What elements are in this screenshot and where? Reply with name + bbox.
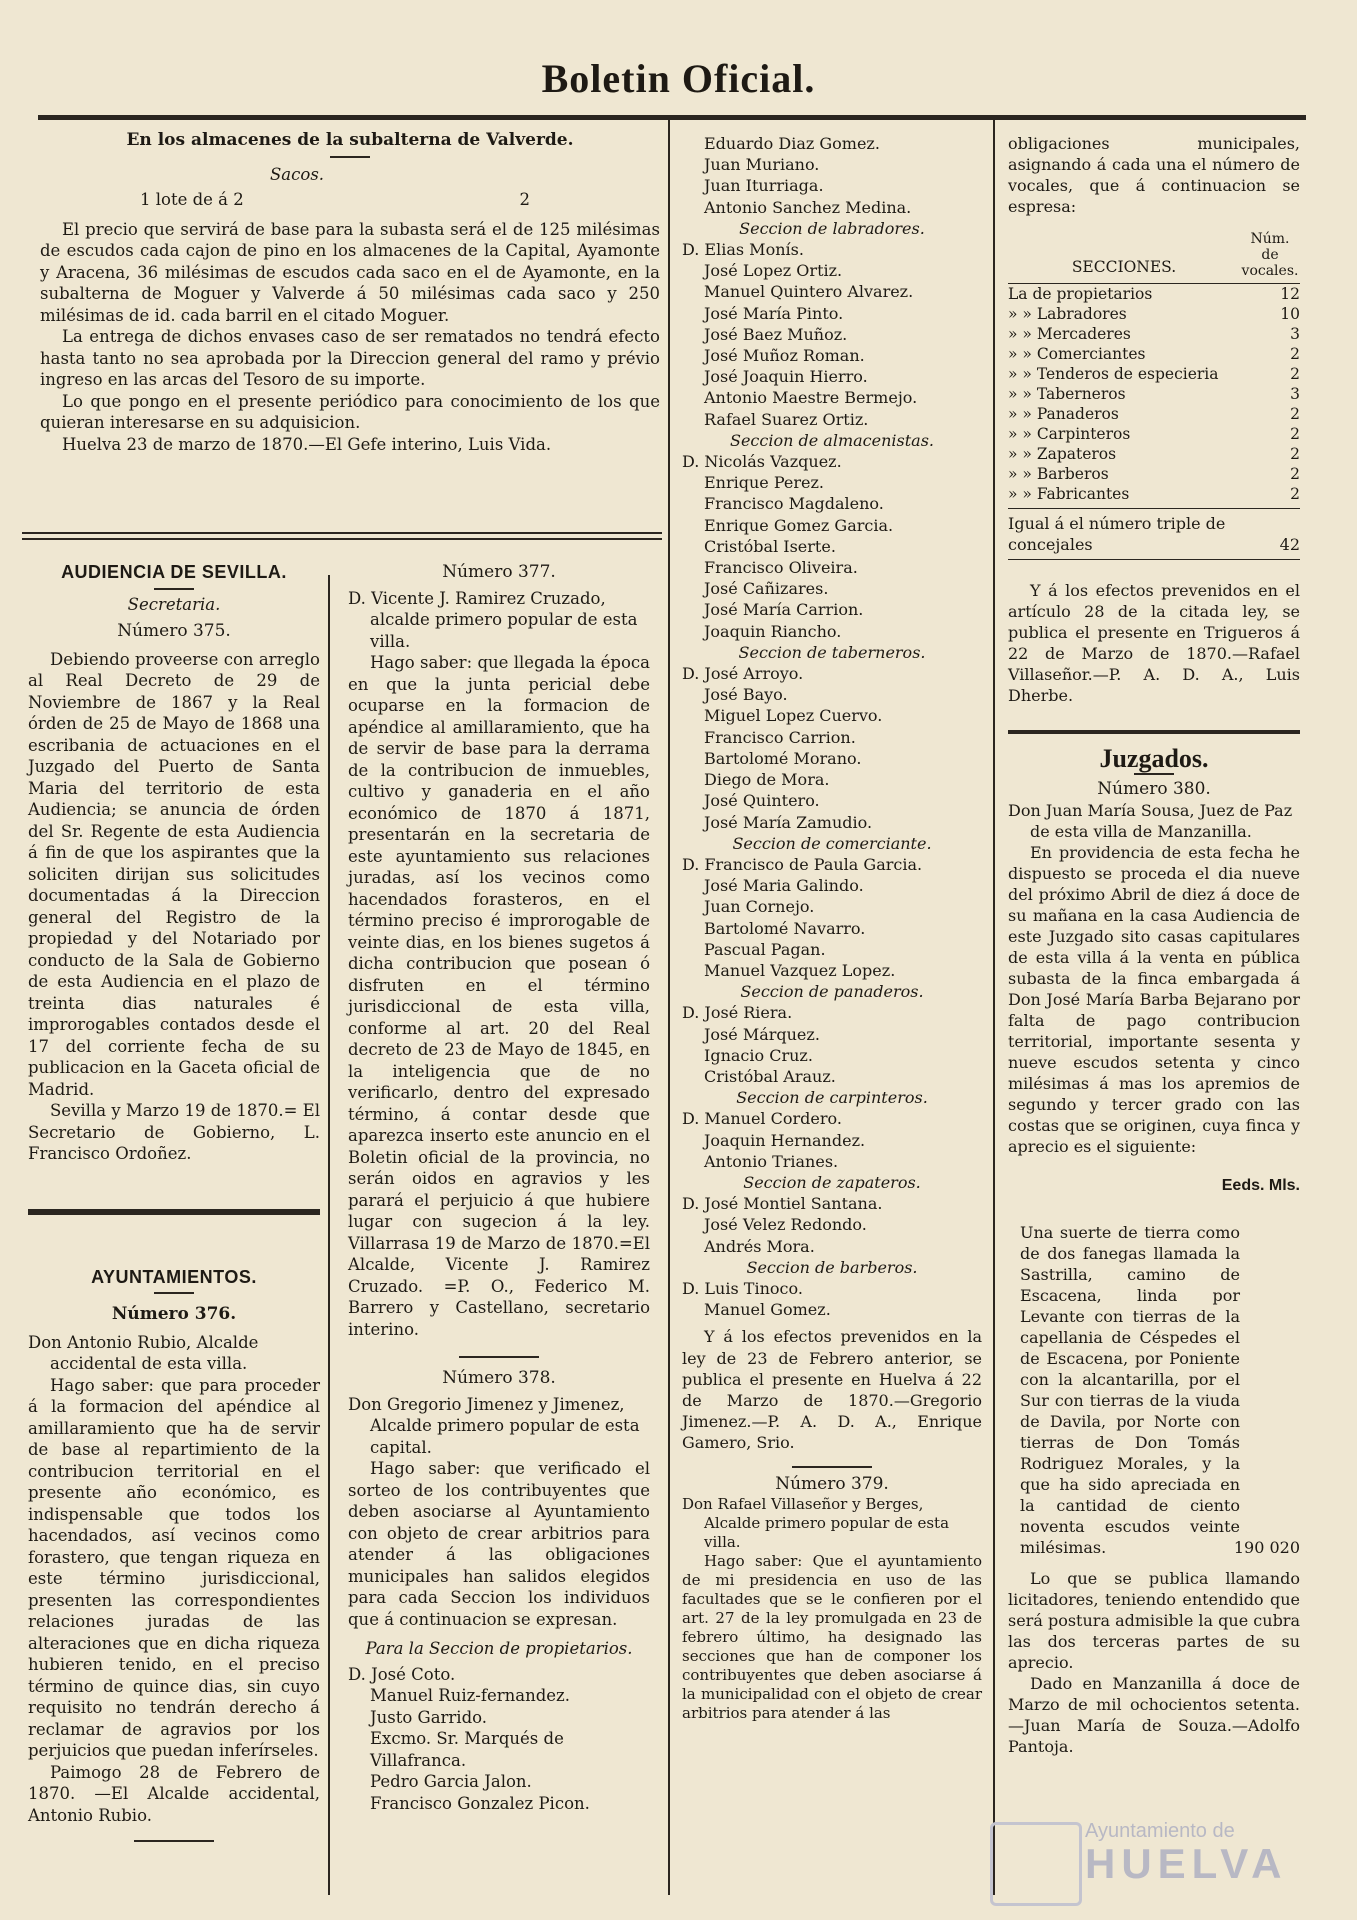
row-label: » » Barberos [1008, 465, 1109, 483]
divider [22, 538, 662, 540]
notice-heading: En los almacenes de la subalterna de Valverde. [126, 130, 574, 150]
table-row [1008, 484, 1300, 504]
table-head-sections: SECCIONES. [1071, 258, 1177, 276]
sacos-label: Sacos. [270, 164, 325, 184]
section-title: Seccion de comerciante. [732, 833, 932, 853]
name-item: Juan Cornejo. [704, 897, 815, 917]
name-item: Rafael Suarez Ortiz. [704, 409, 869, 429]
name-item: D. Elias Monís. [682, 240, 804, 260]
total-value: 42 [1279, 535, 1300, 554]
name-item: Antonio Sanchez Medina. [704, 197, 912, 217]
row-value: 10 [1280, 305, 1300, 323]
n378-names [348, 1664, 650, 1815]
n378-closing: Y á los efectos prevenidos en la ley de 23 de Febrero anterior, se publica el presente en Huelva á 22 de Marzo de 1870.—Gregorio Jimenez.—P. A. D. A., Enrique Gamero, Srio. [682, 1327, 982, 1453]
name-item: Cristóbal Iserte. [704, 536, 836, 556]
name-item: Francisco Oliveira. [704, 558, 858, 578]
notice-p3: Lo que pongo en el presente periódico para conocimiento de los que quieran interesarse en su adquisicion. [40, 391, 660, 432]
name-item: José Bayo. [704, 685, 788, 705]
row-label: » » Zapateros [1008, 445, 1117, 463]
name-item: José Muñoz Roman. [704, 346, 865, 366]
top-names [682, 133, 982, 218]
name-item: D. José Coto. [348, 1664, 456, 1684]
name-item: Manuel Ruiz-fernandez. [370, 1686, 570, 1705]
column-3 [682, 133, 982, 1723]
audiencia-body: Debiendo proveerse con arreglo al Real Decreto de 29 de Noviembre de 1867 y la Real órden de 25 de Mayo de 1868 una escribania de actuaciones en el Juzgado del Puerto de Santa Maria del territorio de esta Audiencia; se anuncia de órden del Sr. Regente de esta Audiencia á fin de que los aspirantes que la soliciten dirijan sus solicitudes documentadas á la Direccion general del Registro de la propiedad y del Notariado por conducto de la Sala de Gobierno de esta Audiencia en el plazo de treinta dias naturales é improrogables contados desde el 17 del corriente fecha de su publicacion en la Gaceta oficial de Madrid. [28, 649, 320, 1099]
money-head: Eeds. Mls. [1221, 1177, 1300, 1194]
name-item: Ignacio Cruz. [704, 1045, 813, 1065]
row-label: La de propietarios [1008, 285, 1153, 303]
name-item: Manuel Gomez. [704, 1300, 831, 1320]
row-value: 3 [1290, 385, 1300, 403]
name-item: Miguel Lopez Cuervo. [704, 706, 883, 726]
notice-p2: La entrega de dichos envases caso de ser rematados no tendrá efecto hasta tanto no sea aprobada por la Direccion general del ramo y prévio ingreso en las arcas del Tesoro de su importe. [40, 327, 660, 389]
name-item: Francisco Magdaleno. [704, 494, 884, 514]
total-label: Igual á el número triple de concejales [1008, 514, 1226, 554]
section-title: Seccion de zapateros. [743, 1172, 921, 1192]
name-item: Excmo. Sr. Marqués de Villafranca. [370, 1729, 564, 1770]
n379-cont: obligaciones municipales, asignando á cada una el número de vocales, que á continuacion se espresa: [1008, 134, 1300, 216]
name-item: Francisco Gonzalez Picon. [370, 1793, 590, 1813]
n380-number: Número 380. [1097, 779, 1211, 799]
n377-number: Número 377. [442, 562, 556, 582]
row-value: 3 [1290, 325, 1300, 343]
name-item: Eduardo Diaz Gomez. [704, 134, 880, 153]
n379-closing: Y á los efectos prevenidos en el artículo 28 de la citada ley, se publica el presente en Trigueros á 22 de Marzo de 1870.—Rafael Villaseñor.—P. A. D. A., Luis Dherbe. [1008, 581, 1300, 705]
name-item: Cristóbal Arauz. [704, 1066, 836, 1086]
name-item: Manuel Quintero Alvarez. [704, 282, 914, 302]
n380-intro: Don Juan María Sousa, Juez de Paz de esta villa de Manzanilla. [1008, 801, 1293, 841]
row-label: » » Labradores [1008, 305, 1127, 323]
watermark-line1: Ayuntamiento de [1085, 1820, 1235, 1842]
table-head-num: Núm. de vocales. [1241, 231, 1299, 279]
name-item: D. José Riera. [682, 1003, 793, 1023]
section-title: Seccion de taberneros. [738, 642, 926, 662]
section-title: Seccion de panaderos. [740, 982, 924, 1002]
juzgados-heading: Juzgados. [1099, 744, 1209, 773]
table-row [1008, 324, 1300, 344]
row-label: » » Carpinteros [1008, 425, 1131, 443]
name-item: Joaquin Riancho. [704, 621, 842, 641]
name-item: Bartolomé Morano. [704, 748, 862, 768]
section-title: Seccion de barberos. [746, 1257, 918, 1277]
name-item: José Velez Redondo. [704, 1215, 867, 1235]
column-divider [993, 120, 995, 1895]
lot-line: 1 lote de á 2 [140, 190, 244, 209]
audiencia-number: Número 375. [117, 621, 231, 641]
n378-intro: Don Gregorio Jimenez y Jimenez, Alcalde primero popular de esta capital. [348, 1394, 640, 1457]
row-value: 2 [1290, 485, 1300, 503]
row-label: » » Comerciantes [1008, 345, 1146, 363]
ayuntamientos-heading: AYUNTAMIENTOS. [91, 1266, 257, 1287]
table-row [1008, 404, 1300, 424]
notice-p4: Huelva 23 de marzo de 1870.—El Gefe interino, Luis Vida. [62, 434, 552, 454]
name-item: José Quintero. [704, 791, 820, 811]
name-item: Enrique Gomez Garcia. [704, 515, 894, 535]
table-row [1008, 424, 1300, 444]
name-item: Antonio Maestre Bermejo. [704, 388, 918, 408]
table-row [1008, 304, 1300, 324]
section-title: Seccion de carpinteros. [736, 1088, 928, 1108]
row-label: » » Fabricantes [1008, 485, 1130, 503]
ayunt-intro: Don Antonio Rubio, Alcalde accidental de esta villa. [28, 1332, 259, 1373]
table-row [1008, 384, 1300, 404]
name-item: Joaquin Hernandez. [704, 1130, 866, 1150]
n379-number: Número 379. [775, 1473, 889, 1494]
section-lists [682, 218, 982, 1321]
name-item: José Joaquin Hierro. [704, 367, 868, 387]
name-item: José Lopez Ortiz. [704, 261, 843, 281]
name-item: D. José Arroyo. [682, 664, 804, 684]
section-title: Seccion de almacenistas. [730, 430, 934, 450]
name-item: Pascual Pagan. [704, 939, 826, 959]
ayunt-body: Hago saber: que para proceder á la formacion del apéndice al amillaramiento que ha de servir de base al repartimiento de la contribucion territorial en el presente año económico, es indispensable que todos los hacendados, así vecinos como forastero, que tengan riqueza en este término jurisdiccional, presenten las correspondientes relaciones juradas de las alteraciones que en dicha riqueza hubieren tenido, en el preciso término de quince dias, sin cuyo requisito no tendrán derecho á reclamar de agravios por los perjuicios que puedan inferírseles. [28, 1375, 320, 1760]
row-value: 12 [1280, 285, 1300, 303]
name-item: Enrique Perez. [704, 473, 824, 493]
n379-body: Hago saber: Que el ayuntamiento de mi presidencia en uso de las facultades que se le confieren por el art. 27 de la ley promulgada en 23 de febrero último, ha designado las secciones que han de componer los contribuyentes que deben asociarse á la municipalidad con el objeto de crear arbitrios para atender á las [682, 1551, 982, 1722]
watermark [1085, 1820, 1335, 1900]
n378-section: Para la Seccion de propietarios. [365, 1639, 633, 1658]
column-4 [1008, 133, 1300, 1757]
vocales-table [1008, 227, 1300, 504]
audiencia-sign: Sevilla y Marzo 19 de 1870.= El Secretario de Gobierno, L. Francisco Ordoñez. [28, 1101, 320, 1163]
n377-intro: D. Vicente J. Ramirez Cruzado, alcalde primero popular de esta villa. [348, 588, 638, 651]
ayunt-number: Número 376. [111, 1304, 237, 1324]
n380-p2: Lo que se publica llamando licitadores, teniendo entendido que será postura admisible la que cubra las dos terceras partes de su aprecio. [1008, 1569, 1300, 1672]
name-item: Andrés Mora. [704, 1236, 815, 1256]
divider [22, 532, 662, 534]
header-rule [38, 115, 1306, 120]
name-item: D. Luis Tinoco. [682, 1278, 803, 1298]
name-item: José Márquez. [704, 1024, 820, 1044]
row-value: 2 [1290, 345, 1300, 363]
name-item: Diego de Mora. [704, 770, 830, 790]
column-2 [348, 562, 650, 1814]
table-row [1008, 284, 1300, 305]
name-item: Antonio Trianes. [704, 1151, 839, 1171]
row-label: » » Taberneros [1008, 385, 1126, 403]
row-value: 2 [1290, 365, 1300, 383]
name-item: D. Nicolás Vazquez. [682, 452, 842, 472]
name-item: José Maria Galindo. [704, 876, 864, 896]
row-value: 2 [1290, 425, 1300, 443]
name-item: José María Pinto. [704, 303, 844, 323]
row-label: » » Mercaderes [1008, 325, 1131, 343]
finca-desc: Una suerte de tierra como de dos fanegas llamada la Sastrilla, camino de Escacena, linda por Levante con tierras de la capellania de Céspedes el de Escacena, por Poniente con la alcantarilla, por el Sur con tierras de la viuda de Davila, por Norte con tierras de Don Tomás Rodriguez Morales, y la que ha sido apreciada en la cantidad de ciento noventa escudos veinte milésimas. [1020, 1223, 1240, 1557]
row-value: 2 [1290, 465, 1300, 483]
row-label: » » Tenderos de especieria [1008, 365, 1219, 383]
name-item: José María Zamudio. [704, 812, 873, 832]
name-item: D. José Montiel Santana. [682, 1194, 883, 1214]
name-item: Juan Iturriaga. [704, 176, 824, 196]
column-1 [28, 562, 320, 1850]
newspaper-title: Boletin Oficial. [541, 56, 816, 101]
table-row [1008, 444, 1300, 464]
n378-body: Hago saber: que verificado el sorteo de los contribuyentes que deben asociarse al Ayuntamiento con objeto de crear arbitrios para atender á las obligaciones municipales han salidos elegidos para cada Seccion los individuos que á continuacion se expresan. [348, 1459, 650, 1629]
name-item: D. Manuel Cordero. [682, 1109, 842, 1129]
name-item: José Cañizares. [704, 579, 829, 599]
audiencia-sub: Secretaria. [127, 594, 221, 614]
name-item: José Baez Muñoz. [704, 324, 848, 344]
lot-count: 2 [519, 190, 530, 209]
row-value: 2 [1290, 445, 1300, 463]
table-row [1008, 364, 1300, 384]
name-item: Juan Muriano. [704, 155, 820, 175]
name-item: Pedro Garcia Jalon. [370, 1772, 532, 1791]
table-row [1008, 344, 1300, 364]
name-item: Francisco Carrion. [704, 727, 856, 747]
name-item: Bartolomé Navarro. [704, 918, 866, 938]
notice-top [40, 130, 660, 455]
n380-body: En providencia de esta fecha he dispuesto se proceda el dia nueve del próximo Abril de diez á doce de su mañana en la casa Audiencia de este Juzgado sito casas capitulares de esta villa á la venta en pública subasta de la finca embargada á Don José María Barba Bejarano por falta de pago contribucion territorial, importante sesenta y nueve escudos setenta y cinco milésimas á mas los apremios de segundo y tercer grado con las costas que se originen, cuya finca y aprecio es el siguiente: [1008, 843, 1300, 1156]
column-divider [668, 120, 670, 1895]
table-row [1008, 464, 1300, 484]
finca-value: 190 020 [1233, 1538, 1300, 1557]
name-item: Justo Garrido. [370, 1707, 488, 1727]
watermark-line2: HUELVA [1085, 1840, 1288, 1887]
n380-sign: Dado en Manzanilla á doce de Marzo de mil ochocientos setenta. —Juan María de Souza.—Adolfo Pantoja. [1008, 1674, 1300, 1756]
name-item: José María Carrion. [704, 600, 864, 620]
name-item: D. Francisco de Paula Garcia. [682, 854, 923, 874]
ayunt-sign: Paimogo 28 de Febrero de 1870. —El Alcalde accidental, Antonio Rubio. [28, 1762, 320, 1825]
n378-number: Número 378. [442, 1368, 556, 1388]
column-divider [328, 575, 330, 1895]
audiencia-heading: AUDIENCIA DE SEVILLA. [61, 562, 287, 582]
row-label: » » Panaderos [1008, 405, 1119, 423]
n377-body: Hago saber: que llegada la época en que la junta pericial debe ocuparse en la formacion de apéndice al amillaramiento, que ha de servir de base para la derrama de la contribucion de inmuebles, cultivo y ganaderia en el año económico de 1870 á 1871, presentarán en la secretaria de este ayuntamiento sus relaciones juradas, así los vecinos como hacendados forasteros, en el término preciso é improrogable de veinte dias, en los bienes sugetos á dicha contribucion que posean ó disfruten en el término jurisdiccional de esta villa, conforme al art. 20 del Real decreto de 23 de Mayo de 1845, en la inteligencia que de no verificarlo, dentro del expresado término, á contar desde que aparezca inserto este anuncio en el Boletin oficial de la provincia, no serán oidos en agravios y les parará el perjuicio á que hubiere lugar con sugecion á la ley. Villarrasa 19 de Marzo de 1870.=El Alcalde, Vicente J. Ramirez Cruzado. =P. O., Federico M. Barrero y Castellano, secretario interino. [348, 653, 650, 1339]
city-logo-icon [990, 1822, 1082, 1906]
row-value: 2 [1290, 405, 1300, 423]
n379-intro: Don Rafael Villaseñor y Berges, Alcalde primero popular de esta villa. [682, 1494, 950, 1551]
notice-p1: El precio que servirá de base para la subasta será el de 125 milésimas de escudos cada cajon de pino en los almacenes de la Capital, Ayamonte y Aracena, 36 milésimas de escudos cada saco en el de Ayamonte, en la subalterna de Moguer y Valverde á 50 milésimas cada saco y 250 milésimas de id. cada barril en el citado Moguer. [40, 219, 660, 325]
section-title: Seccion de labradores. [739, 218, 925, 238]
name-item: Manuel Vazquez Lopez. [704, 960, 896, 980]
